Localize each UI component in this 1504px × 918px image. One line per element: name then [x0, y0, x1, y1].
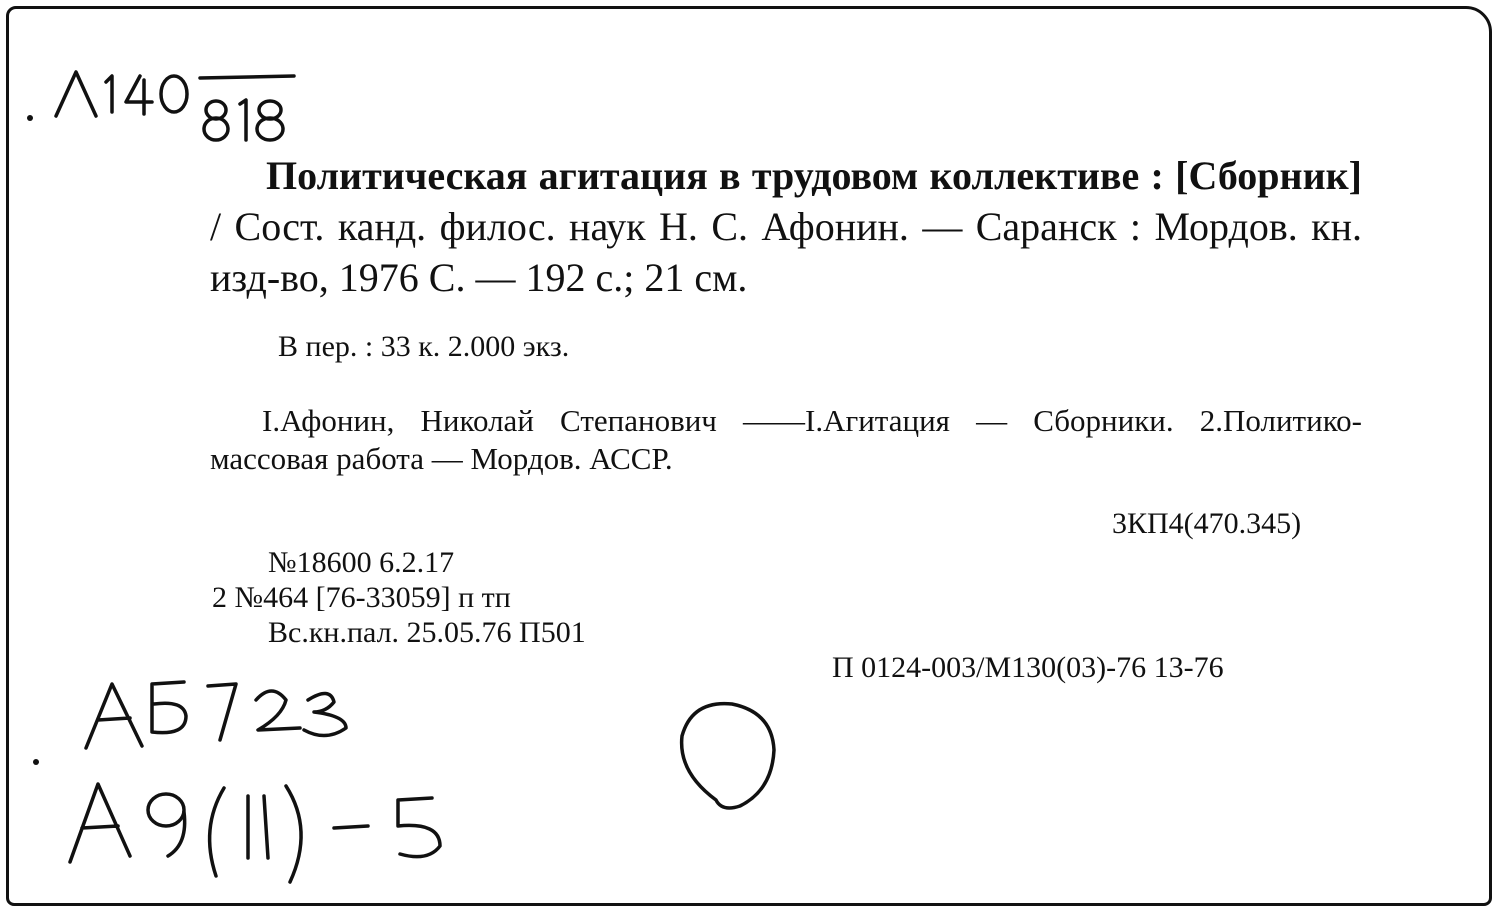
subject-headings: I.Афонин, Николай Степанович ——I.Агитация — Сборники. 2.Политико-массовая работа — Мордов. АССР. — [210, 403, 1362, 476]
book-title: Политическая агитация в трудовом коллективе : [Сборник] — [266, 153, 1362, 198]
bibliographic-description — [210, 150, 1362, 303]
order-number: 2 №464 [76-33059] п тп — [212, 581, 511, 614]
registration-number: №18600 6.2.17 — [268, 546, 455, 579]
handwritten-shelf-mark-1 — [86, 682, 346, 748]
statement-of-responsibility: / Сост. канд. филос. наук Н. С. Афонин. — Саранск : Мордов. кн. изд-во, 1976 С. — 192 с.; 21 см. — [210, 204, 1362, 300]
oval-mark — [682, 704, 774, 808]
chamber-record: Вс.кн.пал. 25.05.76 П501 — [268, 616, 586, 649]
publisher-code: П 0124-003/М130(03)-76 13-76 — [832, 651, 1224, 684]
handwritten-shelf-mark-2 — [33, 759, 440, 882]
classification-index: 3КП4(470.345) — [1112, 507, 1302, 540]
price-and-print-run: В пер. : 33 к. 2.000 экз. — [278, 330, 570, 363]
handwritten-call-number — [27, 72, 294, 140]
